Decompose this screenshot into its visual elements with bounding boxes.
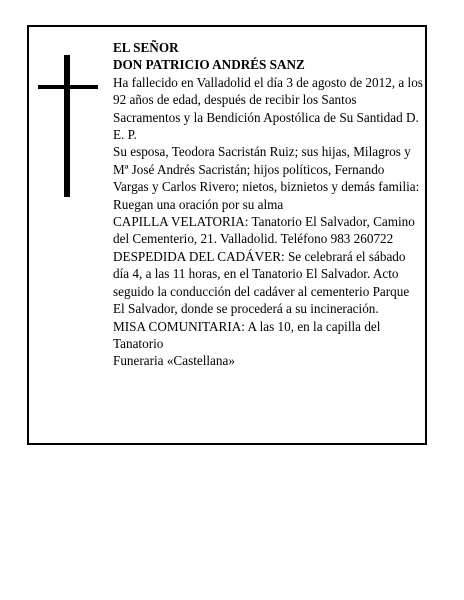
heading-title: EL SEÑOR bbox=[113, 40, 179, 55]
prayer-request: Ruegan una oración por su alma bbox=[113, 196, 284, 212]
cross-horizontal-bar bbox=[38, 85, 98, 89]
family-members: Su esposa, Teodora Sacristán Ruiz; sus hijas, Milagros y Mª José Andrés Sacristán; hijos políticos, Fernando Vargas y Carlos Rivero; nietos, biznietos y demás familia: bbox=[113, 144, 420, 195]
obituary-text bbox=[113, 39, 423, 370]
death-announcement: Ha fallecido en Valladolid el día 3 de agosto de 2012, a los 92 años de edad, después de recibir los Santos Sacramentos y la Bendición Apostólica de Su Santidad D. E. P. bbox=[113, 74, 423, 143]
funeral-home: Funeraria «Castellana» bbox=[113, 353, 235, 369]
community-mass-info: MISA COMUNITARIA: A las 10, en la capilla del Tanatorio bbox=[113, 318, 381, 351]
wake-chapel-info: CAPILLA VELATORIA: Tanatorio El Salvador, Camino del Cementerio, 21. Valladolid. Teléfono 983 260722 bbox=[113, 214, 415, 247]
cross-vertical-bar bbox=[64, 55, 70, 197]
farewell-info: DESPEDIDA DEL CADÁVER: Se celebrará el sábado día 4, a las 11 horas, en el Tanatorio El Salvador. Acto seguido la conducción del cadáver al cementerio Parque El Salvador, donde se procederá a su incineración. bbox=[113, 248, 410, 317]
cross-icon bbox=[38, 55, 98, 197]
deceased-name: DON PATRICIO ANDRÉS SANZ bbox=[113, 57, 305, 73]
